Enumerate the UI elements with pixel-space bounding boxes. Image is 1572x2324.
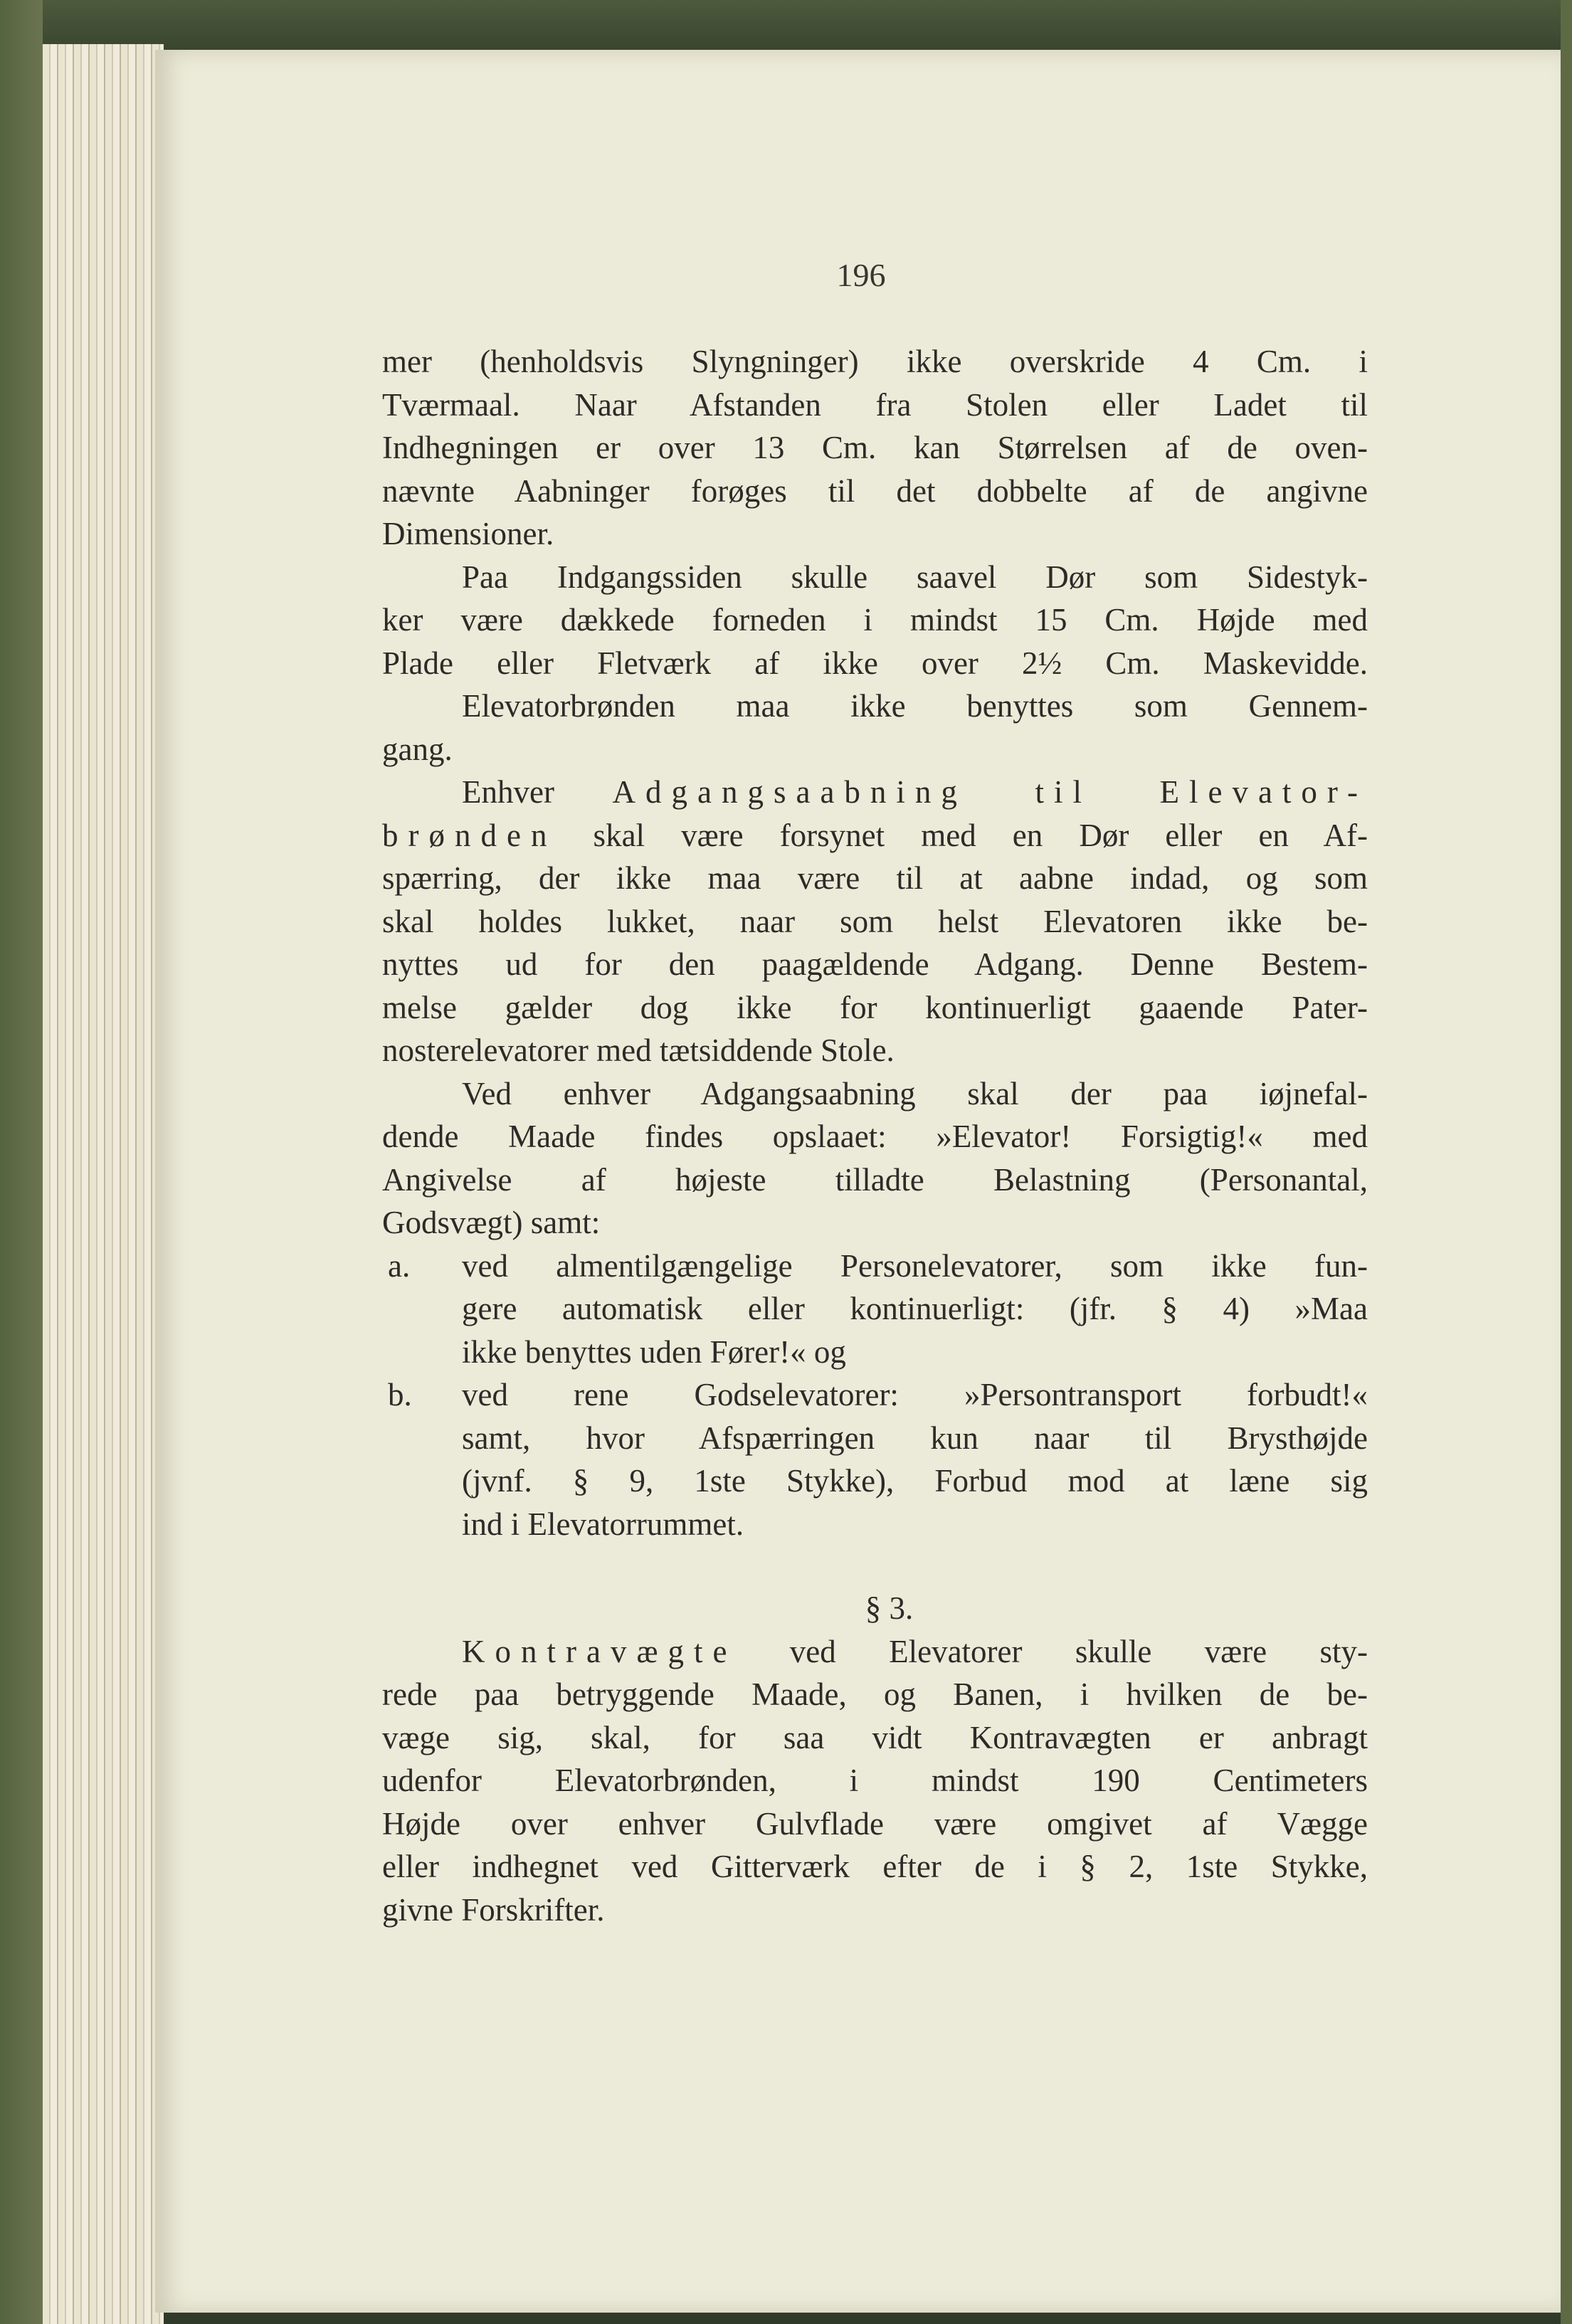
book-cover-left — [0, 0, 43, 2324]
text-line: Godsvægt) samt: — [382, 1205, 601, 1240]
text-segment: skal være forsynet med en Dør eller en Af- — [556, 817, 1368, 853]
paragraph-6 — [382, 1630, 1368, 1932]
text-line: ved almentilgængelige Personelevatorer, som ikke fun- — [462, 1247, 1368, 1284]
text-line: Plade eller Fletværk af ikke over 2½ Cm. Maskevidde. — [382, 645, 1368, 681]
book-cover-top — [0, 0, 1572, 50]
text-line — [382, 814, 1368, 857]
section-heading: § 3. — [865, 1590, 914, 1626]
text-line: (jvnf. § 9, 1ste Stykke), Forbud mod at læne sig — [462, 1463, 1368, 1499]
text-segment: Enhver — [462, 774, 613, 810]
text-line: ved rene Godselevatorer: »Persontransport forbudt!« — [462, 1377, 1368, 1412]
paragraph-5 — [382, 1072, 1368, 1245]
text-line: dende Maade findes opslaaet: »Elevator! Forsigtig!« med — [382, 1119, 1368, 1154]
page-number: 196 — [836, 257, 886, 293]
text-line: væge sig, skal, for saa vidt Kontravægten er anbragt — [382, 1719, 1368, 1755]
text-line: melse gælder dog ikke for kontinuerligt gaaende Pater- — [382, 989, 1368, 1025]
text-line: samt, hvor Afspærringen kun naar til Brysthøjde — [462, 1420, 1368, 1456]
list-item-a — [382, 1245, 1368, 1374]
text-line: nosterelevatorer med tætsiddende Stole. — [382, 1032, 895, 1068]
text-line — [382, 1630, 1368, 1674]
page-body — [382, 340, 1368, 1931]
text-line: Paa Indgangssiden skulle saavel Dør som Sidestyk- — [462, 559, 1368, 595]
text-line: gang. — [382, 731, 453, 767]
text-line: mer (henholdsvis Slyngninger) ikke overskride 4 Cm. i — [382, 344, 1368, 379]
text-line: udenfor Elevatorbrønden, i mindst 190 Centimeters — [382, 1763, 1368, 1798]
text-line: ikke benyttes uden Fører!« og — [462, 1333, 846, 1370]
paragraph-2 — [382, 556, 1368, 685]
text-line: Ved enhver Adgangsaabning skal der paa iøjnefal- — [462, 1075, 1368, 1111]
paragraph-4 — [382, 771, 1368, 1072]
spaced-emphasis: Kontravægte — [462, 1633, 737, 1669]
spaced-emphasis: brønden — [382, 817, 557, 853]
text-line: skal holdes lukket, naar som helst Elevatoren ikke be- — [382, 903, 1368, 939]
text-line: gere automatisk eller kontinuerligt: (jfr. § 4) »Maa — [462, 1291, 1368, 1326]
text-line: rede paa betryggende Maade, og Banen, i hvilken de be- — [382, 1676, 1368, 1712]
text-line: Elevatorbrønden maa ikke benyttes som Gennem- — [462, 688, 1368, 724]
text-line: ind i Elevatorrummet. — [462, 1506, 744, 1542]
list-label: a. — [388, 1247, 411, 1284]
text-line: ker være dækkede forneden i mindst 15 Cm. Højde med — [382, 602, 1368, 638]
text-line: Tværmaal. Naar Afstanden fra Stolen eller Ladet til — [382, 386, 1368, 423]
text-line: spærring, der ikke maa være til at aabne indad, og som — [382, 860, 1368, 896]
spaced-emphasis: Adgangsaabning til Elevator- — [612, 774, 1368, 810]
text-line: eller indhegnet ved Gitterværk efter de i § 2, 1ste Stykke, — [382, 1849, 1368, 1884]
text-line: Højde over enhver Gulvflade være omgivet af Vægge — [382, 1805, 1368, 1842]
text-line: Angivelse af højeste tilladte Belastning (Personantal, — [382, 1161, 1368, 1198]
page-stack-edges — [43, 44, 164, 2324]
text-line: Dimensioner. — [382, 516, 554, 551]
book-cover-right — [1561, 0, 1572, 2324]
text-line — [382, 771, 1368, 814]
list-label: b. — [388, 1377, 412, 1412]
text-segment: ved Elevatorer skulle være sty- — [737, 1633, 1368, 1669]
list-item-b — [382, 1373, 1368, 1546]
text-line: givne Forskrifter. — [382, 1891, 605, 1928]
text-line: Indhegningen er over 13 Cm. kan Størrelsen af de oven- — [382, 430, 1368, 465]
text-line: nævnte Aabninger forøges til det dobbelte af de angivne — [382, 472, 1368, 509]
paragraph-1 — [382, 340, 1368, 556]
text-line: nyttes ud for den paagældende Adgang. Denne Bestem- — [382, 946, 1368, 982]
paragraph-3 — [382, 685, 1368, 771]
